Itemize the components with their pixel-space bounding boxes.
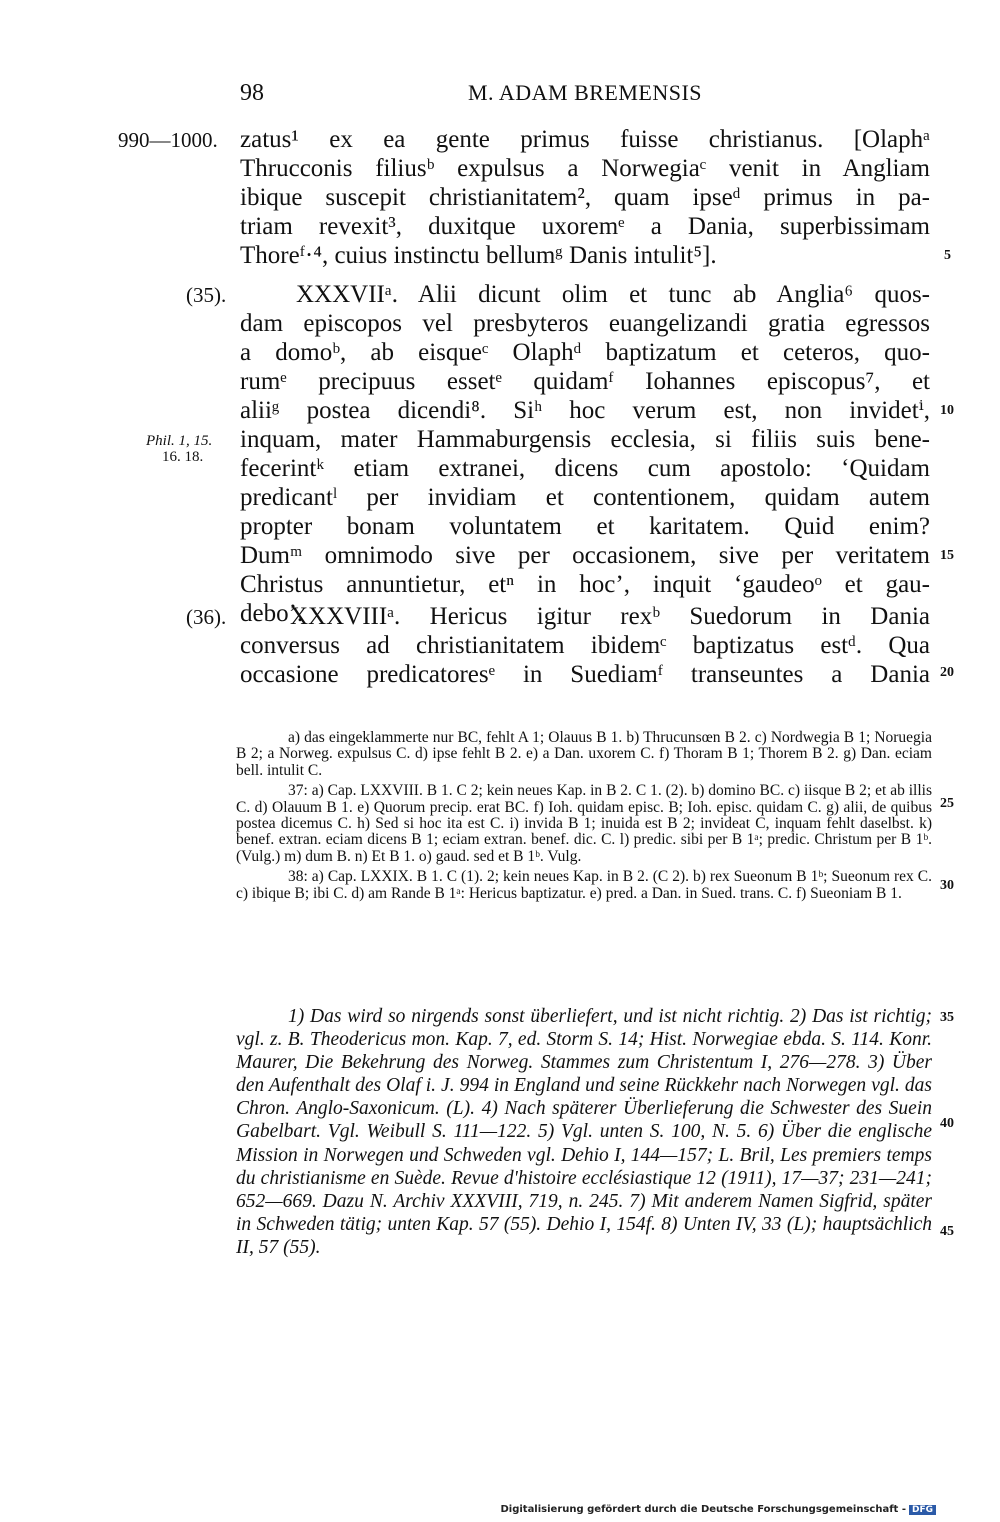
line-number: 20: [940, 665, 954, 680]
margin-chapter-36: (36).: [186, 605, 227, 629]
dfg-logo: DFG: [909, 1505, 936, 1515]
text-line: zatus¹ ex ea gente primus fuisse christianus. [Olaphᵃ: [240, 126, 930, 153]
text-line: Christus annuntietur, etⁿ in hoc’, inquit ‘gaudeoᵒ et gau-: [240, 571, 930, 598]
margin-years: 990—1000.: [118, 128, 218, 152]
margin-chapter-35: (35).: [186, 283, 227, 307]
text-line: Dumᵐ omnimodo sive per occasionem, sive per veritatem: [240, 542, 930, 569]
text-line: debo’.: [240, 600, 304, 627]
text-line: Thrucconis filiusᵇ expulsus a Norwegiaᶜ venit in Angliam: [240, 155, 930, 182]
text-line: fecerintᵏ etiam extranei, dicens cum apostolo: ‘Quidam: [240, 455, 930, 482]
footer-text: Digitalisierung gefördert durch die Deutsche Forschungsgemeinschaft -: [500, 1504, 906, 1515]
footnote-text: 1) Das wird so nirgends sonst überliefert, und ist nicht richtig. 2) Das ist richtig; vgl. z. B. Theodericus mon. Kap. 7, ed. Storm S. 14; Hist. Norwegiae ebda. S. 114. Konr. Maurer, Die Bekehrung des Norweg. Stammes zum Christentum I, 276—278. 3) Über den Aufenthalt des Olaf i. J. 994 in England und seine Rückkehr nach Norwegen vgl. das Chron. Anglo-Saxonicum. (L). 4) Nach späterer Überlieferung die Schwester des Suein Gabelbart. Vgl. Weibull S. 111—122. 5) Vgl. unten S. 100, N. 5. 6) Über die englische Mission in Norwegen und Schweden vgl. Dehio I, 144—157; L. Bril, Les premiers temps du christianisme en Suède. Revue d'histoire ecclésiastique 12 (1911), 17—37; 231—241; 652—669. Dazu N. Archiv XXXVIII, 719, n. 245. 7) Mit anderem Namen Sigfrid, später in Schweden tätig; unten Kap. 57 (55). Dehio I, 154f. 8) Unten IV, 33 (L); hauptsächlich II, 57 (55).: [236, 1006, 932, 1258]
text-line: triam revexit³, duxitque uxoremᵉ a Dania, superbissimam: [240, 213, 930, 240]
page-number: 98: [240, 80, 264, 106]
margin-bible-ref-2: 16. 18.: [162, 449, 204, 465]
text-line: XXXVIIᵃ. Alii dicunt olim et tunc ab Anglia⁶ quos-: [296, 281, 930, 308]
line-number: 45: [940, 1224, 954, 1239]
text-line: occasione predicatoresᵉ in Suediamᶠ transeuntes a Dania: [240, 661, 930, 688]
text-line: inquam, mater Hammaburgensis ecclesia, si filiis suis bene-: [240, 426, 930, 453]
apparatus-note: a) das eingeklammerte nur BC, fehlt A 1; Olauus B 1. b) Thrucunsœn B 2. c) Nordwegia B 1; Noruegia B 2; a Norweg. expulsus C. d) ipse fehlt B 2. e) a Dan. uxorem C. f) Thoram B 1; Thorem B 2. g) Dan. eciam bell. intulit C.: [236, 729, 932, 779]
text-line: a domoᵇ, ab eisqueᶜ Olaphᵈ baptizatum et ceteros, quo-: [240, 339, 930, 366]
text-line: predicantˡ per invidiam et contentionem, quidam autem: [240, 484, 930, 511]
line-number: 30: [940, 878, 954, 893]
running-title: M. ADAM BREMENSIS: [468, 80, 703, 105]
digitization-footer: [500, 1504, 936, 1515]
text-line: rumᵉ precipuus essetᵉ quidamᶠ Iohannes episcopus⁷, et: [240, 368, 930, 395]
line-number: 25: [940, 796, 954, 811]
commentary-footnotes: [236, 1005, 932, 1259]
line-number: 10: [940, 403, 954, 418]
apparatus-note: 38: a) Cap. LXXIX. B 1. C (1). 2; kein neues Kap. in B 2. (C 2). b) rex Sueonum B 1ᵇ; Sueonum rex C. c) ibique B; ibi C. d) am Rande B 1ᵃ: Hericus baptizatur. e) pred. a Dan. in Sued. trans. C. f) Sueoniam B 1.: [236, 868, 932, 902]
text-line: XXXVIIIᵃ. Hericus igitur rexᵇ Suedorum in Dania: [290, 603, 930, 630]
line-number: 35: [940, 1010, 954, 1025]
margin-bible-ref: Phil. 1, 15.: [146, 433, 213, 449]
text-line: conversus ad christianitatem ibidemᶜ baptizatus estᵈ. Qua: [240, 632, 930, 659]
text-line: Thoreᶠ·⁴, cuius instinctu bellumᵍ Danis intulit⁵].: [240, 242, 717, 269]
critical-apparatus: [236, 730, 932, 906]
text-line: propter bonam voluntatem et karitatem. Quid enim?: [240, 513, 930, 540]
apparatus-note: 37: a) Cap. LXXVIII. B 1. C 2; kein neues Kap. in B 2. C 1. (2). b) domino BC. c) iisque B 2; et ab illis C. d) Olauum B 1. e) Quorum precip. erat BC. f) Ioh. quidam episc. B; Ioh. episc. quidam C. g) alii, de quibus postea dicemus C. h) Sed si hoc ita est C. i) invida B 1; inuida est B 2; invideat C, inquam fehlt daselbst. k) benef. extran. eciam dicens B 1; eciam extran. benef. dic. C. l) predic. sibi per B 1ᵃ; predic. Christum per B 1ᵇ. (Vulg.) m) dum B. n) Et B 1. o) gaud. sed et B 1ᵇ. Vulg.: [236, 782, 932, 865]
text-line: ibique suscepit christianitatem², quam ipseᵈ primus in pa-: [240, 184, 930, 211]
text-line: dam episcopos vel presbyteros euangelizandi gratia egressos: [240, 310, 930, 337]
line-number: 40: [940, 1116, 954, 1131]
text-line: aliiᵍ postea dicendi⁸. Siʰ hoc verum est, non invidetⁱ,: [240, 397, 930, 424]
line-number: 15: [940, 548, 954, 563]
line-number: 5: [944, 248, 951, 263]
